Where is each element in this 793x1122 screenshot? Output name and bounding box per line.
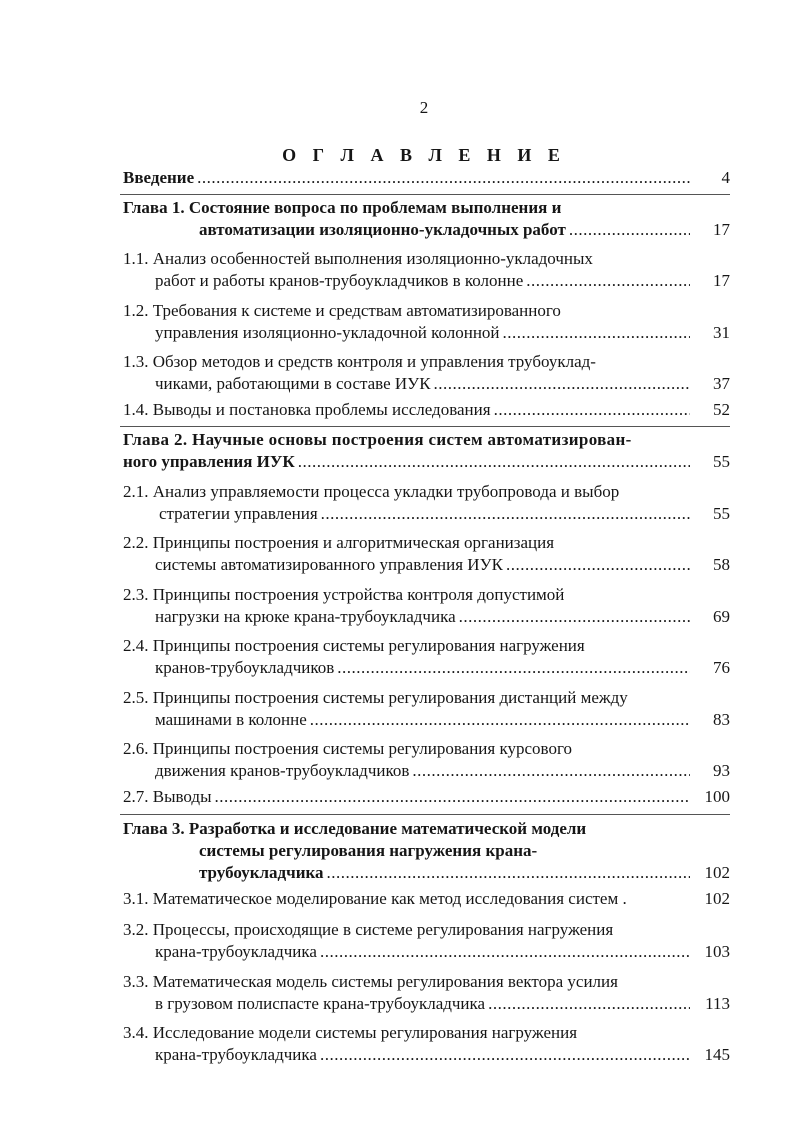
toc-entry-introduction[interactable] <box>123 167 730 189</box>
leader-dots <box>327 862 690 884</box>
toc-entry-text: системы регулирования нагружения крана- <box>199 841 538 860</box>
toc-entry-1-2[interactable] <box>123 300 730 344</box>
toc-entry-text: 1.1. Анализ особенностей выполнения изоляционно-укладочных <box>123 249 593 268</box>
toc-entry-text: 2.6. Принципы построения системы регулирования курсового <box>123 739 572 758</box>
toc-entry-text: 3.2. Процессы, происходящие в системе регулирования нагружения <box>123 920 614 939</box>
leader-dots <box>412 760 690 782</box>
leader-dots <box>434 373 690 395</box>
toc-page-number: 4 <box>721 168 730 187</box>
toc-entry-2-6[interactable] <box>123 738 730 782</box>
leader-dots <box>503 322 690 344</box>
toc-entry-3-2[interactable] <box>123 919 730 963</box>
leader-dots <box>459 606 690 628</box>
toc-entry-2-4[interactable] <box>123 635 730 679</box>
leader-dots <box>321 503 690 525</box>
toc-page-number: 55 <box>713 452 730 471</box>
toc-entry-text: системы автоматизированного управления ИУК <box>155 555 503 574</box>
leader-dots <box>569 219 690 241</box>
toc-entry-text: управления изоляционно-укладочной колонной <box>155 323 500 342</box>
toc-entry-3-3[interactable] <box>123 971 730 1015</box>
toc-entry-text: крана-трубоукладчика <box>155 942 317 961</box>
leader-dots <box>494 399 690 421</box>
toc-entry-text: 2.7. Выводы <box>123 787 212 806</box>
toc-entry-text: Глава 3. Разработка и исследование математической модели <box>123 819 587 838</box>
leader-dots <box>320 941 690 963</box>
toc-entry-text: 3.3. Математическая модель системы регулирования вектора усилия <box>123 972 618 991</box>
toc-entry-text: кранов-трубоукладчиков <box>155 658 335 677</box>
toc-entry-1-1[interactable] <box>123 248 730 292</box>
page-number: 2 <box>419 98 429 117</box>
leader-dots <box>298 451 690 473</box>
toc-entry-text: в грузовом полиспасте крана-трубоукладчика <box>155 994 486 1013</box>
toc-entry-2-7[interactable] <box>123 786 730 808</box>
leader-dots <box>488 993 690 1015</box>
toc-entry-text: стратегии управления <box>159 504 318 523</box>
toc-page-number: 100 <box>704 787 730 806</box>
toc-entry-text: 2.3. Принципы построения устройства контроля допустимой <box>123 585 565 604</box>
toc-entry-3-1[interactable] <box>123 888 730 910</box>
leader-dots <box>197 167 690 189</box>
toc-page-number: 58 <box>713 555 730 574</box>
section-divider <box>120 426 730 427</box>
toc-page-number: 145 <box>704 1045 730 1064</box>
toc-entry-text: 1.4. Выводы и постановка проблемы исследования <box>123 400 491 419</box>
toc-entry-1-3[interactable] <box>123 351 730 395</box>
toc-page-number: 103 <box>704 942 730 961</box>
leader-dots <box>506 554 690 576</box>
toc-title: О Г Л А В Л Е Н И Е <box>282 145 566 165</box>
toc-entry-text: трубоукладчика <box>199 863 324 882</box>
toc-entry-text: 1.3. Обзор методов и средств контроля и управления трубоуклад- <box>123 352 596 371</box>
toc-entry-text: нагрузки на крюке крана-трубоукладчика <box>155 607 456 626</box>
leader-dots <box>337 657 690 679</box>
toc-entry-2-5[interactable] <box>123 687 730 731</box>
toc-entry-chapter-3[interactable] <box>123 818 730 884</box>
toc-entry-text: ного управления ИУК <box>123 452 295 471</box>
toc-page-number: 31 <box>713 323 730 342</box>
toc-page-number: 17 <box>713 220 730 239</box>
toc-entry-text: автоматизации изоляционно-укладочных работ <box>199 220 566 239</box>
toc-entry-chapter-1[interactable] <box>123 197 730 241</box>
leader-dots <box>526 270 690 292</box>
toc-page-number: 93 <box>713 761 730 780</box>
toc-entry-text: Глава 2. Научные основы построения систем автоматизирован- <box>123 430 632 449</box>
toc-page-number: 83 <box>713 710 730 729</box>
toc-entry-text: машинами в колонне <box>155 710 307 729</box>
toc-entry-text: Введение <box>123 168 195 187</box>
toc-page-number: 102 <box>704 863 730 882</box>
toc-page-number: 52 <box>713 400 730 419</box>
toc-entry-text: чиками, работающими в составе ИУК <box>155 374 431 393</box>
toc-entry-text: 2.1. Анализ управляемости процесса укладки трубопровода и выбор <box>123 482 620 501</box>
toc-page-number: 76 <box>713 658 730 677</box>
toc-entry-text: 1.2. Требования к системе и средствам автоматизированного <box>123 301 561 320</box>
toc-page-number: 17 <box>713 271 730 290</box>
toc-entry-3-4[interactable] <box>123 1022 730 1066</box>
leader-dots <box>215 786 690 808</box>
leader-dots <box>320 1044 690 1066</box>
toc-entry-text: 3.1. Математическое моделирование как метод исследования систем . <box>123 889 627 908</box>
toc-entry-text: Глава 1. Состояние вопроса по проблемам выполнения и <box>123 198 562 217</box>
toc-page-number: 69 <box>713 607 730 626</box>
toc-entry-text: крана-трубоукладчика <box>155 1045 317 1064</box>
toc-entry-text: 2.2. Принципы построения и алгоритмическая организация <box>123 533 555 552</box>
toc-page-number: 37 <box>713 374 730 393</box>
toc-entry-1-4[interactable] <box>123 399 730 421</box>
toc-entry-text: 3.4. Исследование модели системы регулирования нагружения <box>123 1023 578 1042</box>
toc-entry-text: движения кранов-трубоукладчиков <box>155 761 410 780</box>
section-divider <box>120 194 730 195</box>
toc-page-number: 113 <box>705 994 730 1013</box>
toc-page-number: 55 <box>713 504 730 523</box>
section-divider <box>120 814 730 815</box>
toc-entry-2-3[interactable] <box>123 584 730 628</box>
toc-entry-chapter-2[interactable] <box>123 429 730 473</box>
toc-entry-2-2[interactable] <box>123 532 730 576</box>
toc-entry-text: 2.5. Принципы построения системы регулирования дистанций между <box>123 688 628 707</box>
toc-entry-text: 2.4. Принципы построения системы регулирования нагружения <box>123 636 585 655</box>
toc-entry-2-1[interactable] <box>123 481 730 525</box>
toc-entry-text: работ и работы кранов-трубоукладчиков в колонне <box>155 271 524 290</box>
leader-dots <box>310 709 690 731</box>
toc-page-number: 102 <box>704 889 730 908</box>
